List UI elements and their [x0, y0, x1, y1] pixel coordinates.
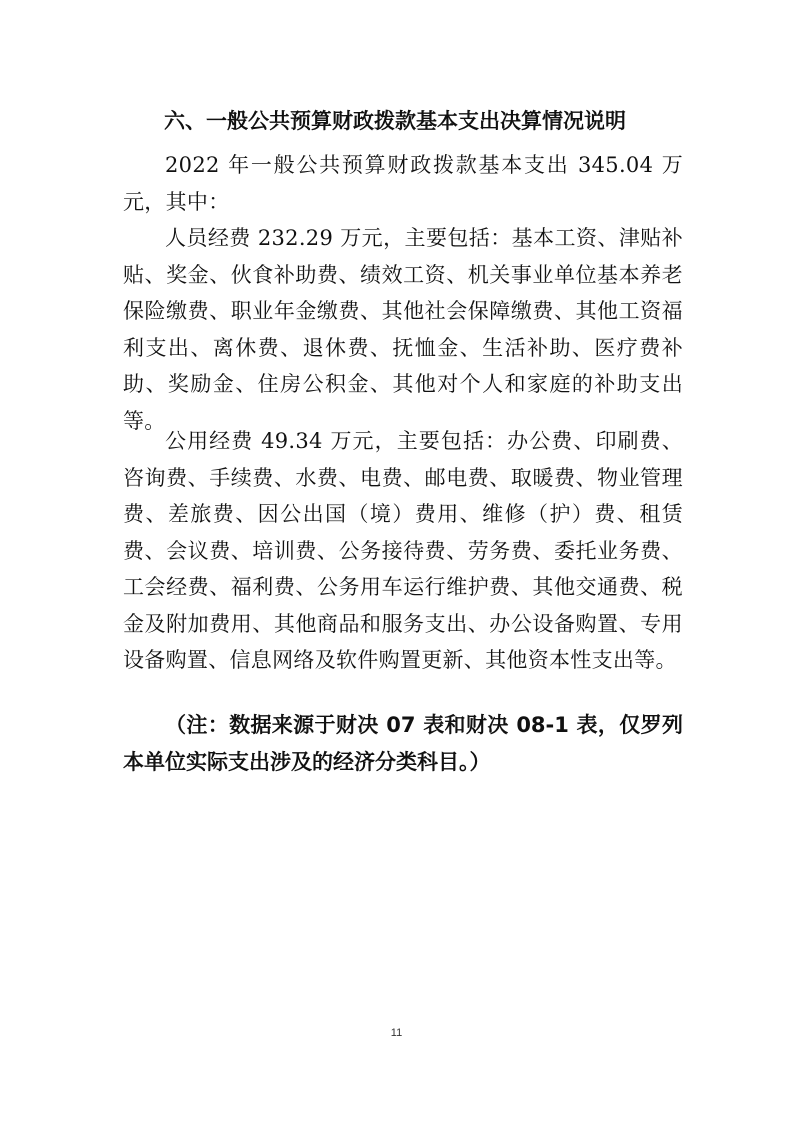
total-expenditure-text: 2022 年一般公共预算财政拨款基本支出 345.04 万元，其中： [123, 153, 683, 214]
section-heading: 六、一般公共预算财政拨款基本支出决算情况说明 [164, 109, 626, 133]
data-source-note-text: （注：数据来源于财决 07 表和财决 08-1 表，仅罗列本单位实际支出涉及的经济分类科目。） [123, 713, 683, 774]
personnel-expenses-paragraph [123, 220, 683, 439]
data-source-note [123, 707, 683, 781]
page-number: 11 [390, 1027, 403, 1039]
personnel-expenses-text: 人员经费 232.29 万元，主要包括：基本工资、津贴补贴、奖金、伙食补助费、绩效工资、机关事业单位基本养老保险缴费、职业年金缴费、其他社会保障缴费、其他工资福利支出、离休费、退休费、抚恤金、生活补助、医疗费补助、奖励金、住房公积金、其他对个人和家庭的补助支出等。 [123, 226, 683, 433]
total-expenditure-paragraph [123, 147, 683, 220]
public-expenses-text: 公用经费 49.34 万元，主要包括：办公费、印刷费、咨询费、手续费、水费、电费、邮电费、取暖费、物业管理费、差旅费、因公出国（境）费用、维修（护）费、租赁费、会议费、培训费、公务接待费、劳务费、委托业务费、工会经费、福利费、公务用车运行维护费、其他交通费、税金及附加费用、其他商品和服务支出、办公设备购置、专用设备购置、信息网络及软件购置更新、其他资本性支出等。 [123, 429, 683, 672]
public-expenses-paragraph [123, 423, 683, 679]
